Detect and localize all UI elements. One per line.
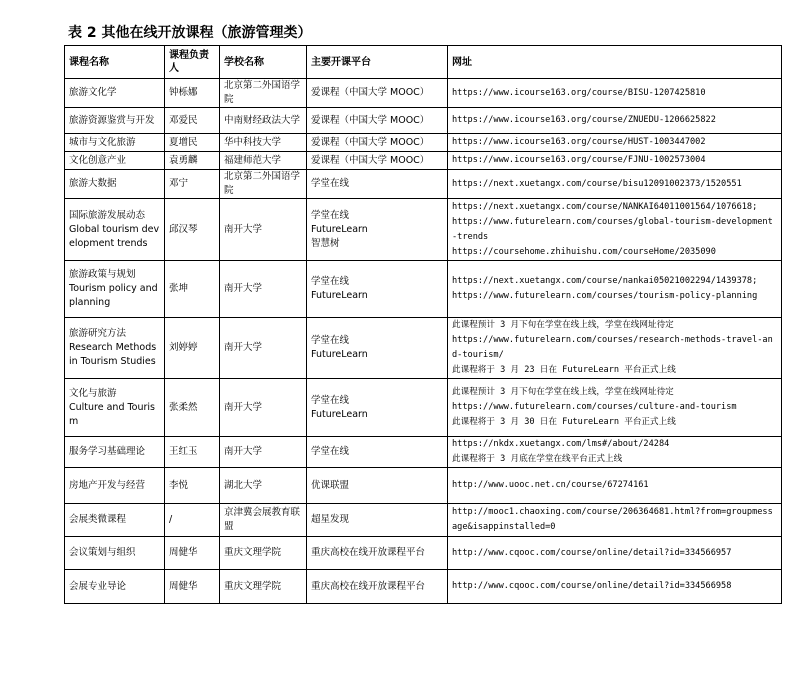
teacher-cell: 周健华	[165, 570, 220, 604]
table-row	[65, 108, 782, 134]
school-cell: 湖北大学	[220, 468, 307, 504]
table-row	[65, 199, 782, 261]
course-name-cell	[65, 79, 165, 108]
platform-cell	[307, 468, 448, 504]
teacher-cell: 王红玉	[165, 437, 220, 468]
url-line: https://www.icourse163.org/course/HUST-1003447002	[452, 137, 706, 147]
table-row	[65, 504, 782, 537]
platform-line: 学堂在线	[311, 276, 350, 287]
url-line: https://next.xuetangx.com/course/bisu12091002373/1520551	[452, 178, 742, 189]
school-cell: 京津冀会展教育联盟	[220, 504, 307, 537]
platform-cell	[307, 318, 448, 379]
course-name-line: 会展专业导论	[69, 580, 127, 592]
school-cell: 中南财经政法大学	[220, 108, 307, 134]
url-line: http://www.cqooc.com/course/online/detail?id=334566958	[452, 581, 732, 591]
course-name-cell	[65, 437, 165, 468]
platform-line: 优课联盟	[311, 479, 350, 491]
course-name-line: 房地产开发与经营	[69, 479, 146, 491]
course-name-cell	[65, 570, 165, 604]
school-cell: 南开大学	[220, 261, 307, 318]
platform-line: 重庆高校在线开放课程平台	[311, 580, 426, 592]
teacher-cell: 周健华	[165, 537, 220, 570]
platform-cell	[307, 134, 448, 152]
url-cell	[448, 79, 782, 108]
platform-line: 爱课程（中国大学 MOOC）	[311, 87, 430, 98]
school-cell: 重庆文理学院	[220, 570, 307, 604]
table-row	[65, 261, 782, 318]
url-line: https://www.icourse163.org/course/BISU-1207425810	[452, 87, 706, 98]
url-line: 此课程将于 3 月 30 日在 FutureLearn 平台正式上线	[452, 417, 676, 427]
school-cell: 南开大学	[220, 199, 307, 261]
url-cell	[448, 108, 782, 134]
url-line: https://www.futurelearn.com/courses/research-methods-travel-and-tourism/	[452, 335, 773, 360]
course-name-cell	[65, 108, 165, 134]
table-header	[65, 46, 782, 79]
course-name-cell	[65, 134, 165, 152]
course-name-line: 文化创意产业	[69, 154, 127, 166]
header-course-name: 课程名称	[65, 46, 165, 79]
course-name-cell	[65, 152, 165, 170]
course-name-line: Tourism policy and planning	[69, 283, 158, 308]
platform-line: 学堂在线	[311, 446, 350, 457]
teacher-cell: 张柔然	[165, 379, 220, 437]
platform-cell	[307, 379, 448, 437]
course-name-line: Research Methods in Tourism Studies	[69, 342, 157, 367]
course-name-line: 会展类微课程	[69, 514, 127, 525]
teacher-cell: 夏增民	[165, 134, 220, 152]
course-name-cell	[65, 318, 165, 379]
header-teacher: 课程负责人	[165, 46, 220, 79]
platform-line: 爱课程（中国大学 MOOC）	[311, 154, 430, 166]
url-cell	[448, 570, 782, 604]
course-name-line: 旅游政策与规划	[69, 269, 136, 280]
url-cell	[448, 537, 782, 570]
teacher-cell: 邓爱民	[165, 108, 220, 134]
table-body	[65, 79, 782, 604]
url-line: https://www.futurelearn.com/courses/culture-and-tourism	[452, 402, 737, 412]
table-row	[65, 170, 782, 199]
course-name-line: 会议策划与组织	[69, 547, 136, 558]
course-name-cell	[65, 379, 165, 437]
table-row	[65, 379, 782, 437]
platform-line: FutureLearn	[311, 408, 368, 420]
table-caption: 表 2 其他在线开放课程（旅游管理类）	[68, 25, 312, 41]
table-row	[65, 134, 782, 152]
teacher-cell: 张坤	[165, 261, 220, 318]
platform-line: FutureLearn	[311, 349, 368, 360]
platform-cell	[307, 152, 448, 170]
url-cell	[448, 504, 782, 537]
url-line: http://mooc1.chaoxing.com/course/206364681.html?from=groupmessage&isappinstalled=0	[452, 507, 773, 532]
url-cell	[448, 134, 782, 152]
teacher-cell: 袁勇麟	[165, 152, 220, 170]
url-cell	[448, 437, 782, 468]
url-line: http://www.uooc.net.cn/course/67274161	[452, 480, 649, 490]
course-name-line: 旅游文化学	[69, 87, 117, 98]
url-line: 此课程将于 3 月 23 日在 FutureLearn 平台正式上线	[452, 365, 676, 375]
course-name-cell	[65, 170, 165, 199]
platform-line: 学堂在线	[311, 394, 350, 406]
url-cell	[448, 468, 782, 504]
school-cell: 北京第二外国语学院	[220, 170, 307, 199]
url-cell	[448, 170, 782, 199]
platform-line: FutureLearn	[311, 223, 368, 235]
table-row	[65, 570, 782, 604]
table-row	[65, 437, 782, 468]
platform-cell	[307, 199, 448, 261]
url-cell	[448, 261, 782, 318]
school-cell: 南开大学	[220, 379, 307, 437]
platform-line: 学堂在线	[311, 335, 350, 346]
platform-line: 学堂在线	[311, 209, 350, 221]
platform-cell	[307, 437, 448, 468]
platform-cell	[307, 570, 448, 604]
table-row	[65, 537, 782, 570]
course-name-cell	[65, 199, 165, 261]
teacher-cell: 刘婷婷	[165, 318, 220, 379]
teacher-cell: 李悦	[165, 468, 220, 504]
url-cell	[448, 318, 782, 379]
url-cell	[448, 199, 782, 261]
course-name-cell	[65, 261, 165, 318]
platform-cell	[307, 261, 448, 318]
teacher-cell: 邱汉琴	[165, 199, 220, 261]
table-row	[65, 79, 782, 108]
url-line: 此课程将于 3 月底在学堂在线平台正式上线	[452, 454, 623, 464]
platform-line: 爱课程（中国大学 MOOC）	[311, 136, 430, 148]
platform-cell	[307, 108, 448, 134]
course-name-line: 城市与文化旅游	[69, 136, 136, 148]
url-line: https://www.futurelearn.com/courses/tourism-policy-planning	[452, 291, 758, 301]
url-line: https://coursehome.zhihuishu.com/courseHome/2035090	[452, 246, 716, 257]
header-platform: 主要开课平台	[307, 46, 448, 79]
school-cell: 华中科技大学	[220, 134, 307, 152]
course-name-cell	[65, 504, 165, 537]
header-school: 学校名称	[220, 46, 307, 79]
platform-cell	[307, 537, 448, 570]
course-name-line: 旅游资源鉴赏与开发	[69, 114, 155, 126]
platform-line: 超星发现	[311, 514, 350, 525]
teacher-cell: /	[165, 504, 220, 537]
course-name-cell	[65, 537, 165, 570]
platform-cell	[307, 504, 448, 537]
course-name-line: 国际旅游发展动态	[69, 209, 146, 221]
url-line: https://next.xuetangx.com/course/nankai05021002294/1439378;	[452, 276, 758, 286]
course-name-line: Culture and Tourism	[69, 401, 156, 427]
course-name-line: Global tourism development trends	[69, 223, 160, 249]
url-line: http://www.cqooc.com/course/online/detail?id=334566957	[452, 547, 732, 558]
url-line: https://www.icourse163.org/course/FJNU-1002573004	[452, 155, 706, 165]
courses-table	[64, 45, 782, 604]
table-row	[65, 318, 782, 379]
teacher-cell: 钟栎娜	[165, 79, 220, 108]
school-cell: 南开大学	[220, 437, 307, 468]
header-row	[65, 46, 782, 79]
url-line: https://nkdx.xuetangx.com/lms#/about/24284	[452, 439, 670, 449]
platform-cell	[307, 79, 448, 108]
header-url: 网址	[448, 46, 782, 79]
url-line: https://next.xuetangx.com/course/NANKAI64011001564/1076618;	[452, 201, 758, 212]
teacher-cell: 邓宁	[165, 170, 220, 199]
table-row	[65, 152, 782, 170]
course-name-cell	[65, 468, 165, 504]
platform-line: 智慧树	[311, 237, 340, 249]
platform-cell	[307, 170, 448, 199]
platform-line: 爱课程（中国大学 MOOC）	[311, 114, 430, 126]
table-row	[65, 468, 782, 504]
url-line: 此课程预计 3 月下旬在学堂在线上线，学堂在线网址待定	[452, 320, 674, 330]
school-cell: 南开大学	[220, 318, 307, 379]
school-cell: 重庆文理学院	[220, 537, 307, 570]
course-name-line: 文化与旅游	[69, 387, 117, 399]
url-cell	[448, 379, 782, 437]
course-name-line: 旅游研究方法	[69, 328, 127, 339]
url-line: https://www.futurelearn.com/courses/global-tourism-development-trends	[452, 216, 773, 242]
platform-line: FutureLearn	[311, 290, 368, 301]
school-cell: 北京第二外国语学院	[220, 79, 307, 108]
course-name-line: 旅游大数据	[69, 178, 117, 189]
school-cell: 福建师范大学	[220, 152, 307, 170]
url-line: 此课程预计 3 月下旬在学堂在线上线，学堂在线网址待定	[452, 387, 674, 397]
course-name-line: 服务学习基础理论	[69, 446, 146, 457]
platform-line: 重庆高校在线开放课程平台	[311, 547, 426, 558]
url-cell	[448, 152, 782, 170]
platform-line: 学堂在线	[311, 178, 350, 189]
url-line: https://www.icourse163.org/course/ZNUEDU-1206625822	[452, 115, 716, 125]
